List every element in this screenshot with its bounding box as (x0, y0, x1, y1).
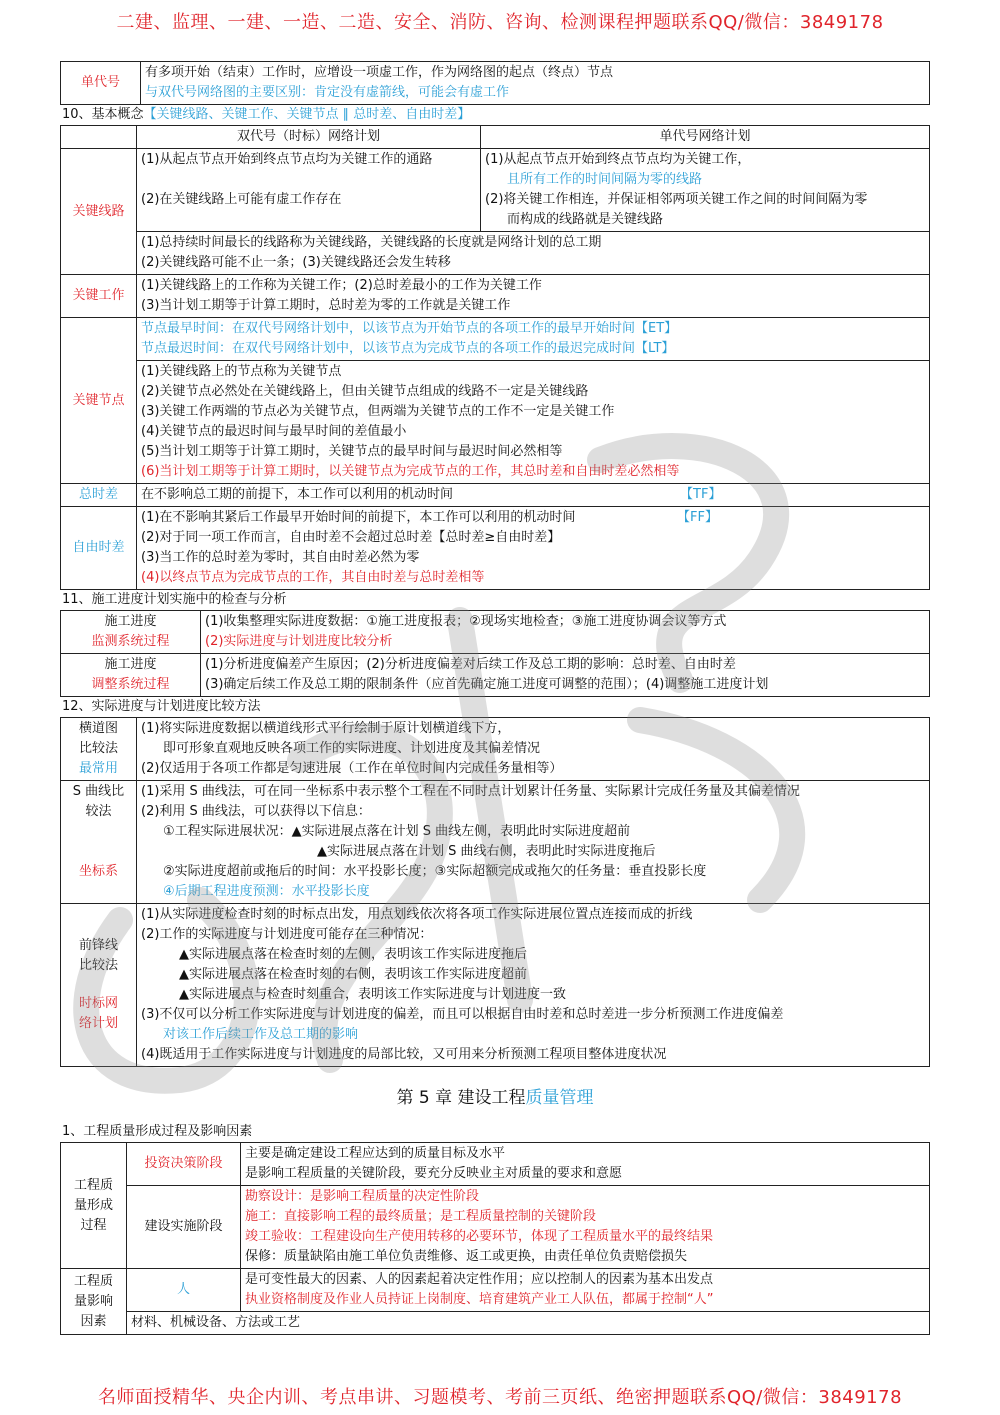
factor-label (61, 1269, 127, 1335)
frontline-line-8: (4)既适用于工作实际进度与计划进度的局部比较，又可用来分析预测工程项目整体进度状况 (141, 1047, 667, 1062)
single-code-label: 单代号 (61, 62, 141, 105)
frontline-line-3: ▲实际进展点落在检查时刻的左侧，表明该工作实际进度拖后 (179, 947, 527, 962)
section-10-title-text: 10、基本概念 (62, 107, 144, 122)
scurve-label-2: 较法 (85, 804, 112, 819)
frontline-line-2: (2)工作的实际进度与计划进度可能存在三种情况： (141, 927, 433, 942)
key-node-line-5: (5)当计划工期等于计算工期时，关键节点的最早时间与最迟时间必然相等 (141, 444, 563, 459)
key-route-single-1: (1)从起点节点开始到终点节点均为关键工作， (485, 152, 751, 167)
invest-stage-label: 投资决策阶段 (127, 1143, 241, 1186)
section-12-title: 12、实际进度与计划进度比较方法 (62, 699, 261, 714)
person-factor-label: 人 (127, 1269, 241, 1312)
key-node-line-4: (4)关键节点的最迟时间与最早时间的差值最小 (141, 424, 407, 439)
scurve-line-6: ④后期工程进度预测：水平投影长度 (163, 884, 370, 899)
frontline-content (137, 904, 930, 1067)
key-route-double-1: (1)从起点节点开始到终点节点均为关键工作的通路 (141, 152, 433, 167)
scurve-label-1: S 曲线比 (72, 784, 125, 799)
person-line-2: 执业资格制度及作业人员持证上岗制度、培育建筑产业工人队伍，都属于控制“人” (245, 1292, 714, 1307)
adjust-label-2: 调整系统过程 (91, 677, 170, 692)
total-float-tag: 【TF】 (680, 487, 722, 502)
key-route-common (137, 232, 930, 275)
factor-label-3: 因素 (80, 1313, 107, 1329)
free-float-content (137, 507, 930, 590)
key-route-common-2: (2)关键线路可能不止一条；(3)关键线路还会发生转移 (141, 255, 451, 270)
key-route-label: 关键线路 (61, 149, 137, 275)
key-node-properties (137, 361, 930, 484)
key-route-single (481, 149, 930, 232)
frontline-label (61, 904, 137, 1067)
comparison-methods-table (60, 717, 930, 1067)
header-double-code: 双代号（时标）网络计划 (137, 126, 481, 149)
frontline-line-7: 对该工作后续工作及总工期的影响 (163, 1027, 359, 1042)
frontline-label-1: 前锋线 (78, 938, 118, 953)
monitor-content (201, 611, 930, 654)
invest-stage-content (241, 1143, 930, 1186)
key-work-label: 关键工作 (61, 275, 137, 318)
key-route-single-2: 且所有工作的时间间隔为零的线路 (507, 172, 703, 187)
build-line-2: 施工：直接影响工程的最终质量；是工程质量控制的关键阶段 (245, 1209, 597, 1224)
frontline-line-6: (3)不仅可以分析工作实际进度与计划进度的偏差，而且可以根据自由时差和总时差进一步分析预测工作进度偏差 (141, 1007, 784, 1022)
scurve-label-3: 坐标系 (78, 864, 118, 879)
key-node-def-1: 节点最早时间：在双代号网络计划中，以该节点为开始节点的各项工作的最早开始时间【ET】 (141, 321, 678, 336)
gantt-label-3: 最常用 (78, 761, 118, 776)
scurve-line-1: (1)采用 S 曲线法，可在同一坐标系中表示整个工程在不同时点计划累计任务量、实际累计完成任务量及其偏差情况 (141, 784, 800, 799)
gantt-line-3: (2)仅适用于各项工作都是匀速进展（工作在单位时间内完成任务量相等） (141, 761, 563, 776)
key-route-single-4: 而构成的线路就是关键线路 (507, 212, 664, 227)
gantt-content (137, 718, 930, 781)
free-float-line-2: (2)对于同一项工作而言，自由时差不会超过总时差【总时差≥自由时差】 (141, 530, 561, 545)
key-work-content (137, 275, 930, 318)
build-stage-content (241, 1186, 930, 1269)
key-node-line-6: (6)当计划工期等于计算工期时，以关键节点为完成节点的工作，其总时差和自由时差必然相等 (141, 464, 680, 479)
gantt-label (61, 718, 137, 781)
chapter-title-text: 第 5 章 建设工程 (396, 1088, 526, 1108)
adjust-line-1: (1)分析进度偏差产生原因；(2)分析进度偏差对后续工作及总工期的影响：总时差、自由时差 (205, 657, 736, 672)
total-float-text: 在不影响总工期的前提下，本工作可以利用的机动时间 (141, 487, 454, 502)
build-stage-label: 建设实施阶段 (127, 1186, 241, 1269)
frontline-label-3: 时标网 (78, 996, 118, 1011)
frontline-line-5: ▲实际进展点与检查时刻重合，表明该工作实际进度与计划进度一致 (179, 987, 566, 1002)
process-label (61, 1143, 127, 1269)
total-float-label: 总时差 (61, 484, 137, 507)
adjust-label-1: 施工进度 (104, 657, 157, 672)
process-label-3: 过程 (80, 1217, 107, 1233)
scurve-label (61, 781, 137, 904)
single-code-line-1: 有多项开始（结束）工作时，应增设一项虚工作，作为网络图的起点（终点）节点 (145, 65, 614, 80)
person-factor-content (241, 1269, 930, 1312)
invest-line-2: 是影响工程质量的关键阶段，要充分反映业主对质量的要求和意愿 (245, 1166, 623, 1181)
process-label-2: 量形成 (73, 1197, 113, 1213)
single-code-table (60, 61, 930, 105)
key-work-line-2: (3)当计划工期等于计算工期时，总时差为零的工作就是关键工作 (141, 298, 511, 313)
section-10-title-keywords: 【关键线路、关键工作、关键节点 ∥ 总时差、自由时差】 (143, 107, 471, 122)
free-float-tag: 【FF】 (677, 510, 718, 525)
build-line-4: 保修：质量缺陷由施工单位负责维修、返工或更换，由责任单位负责赔偿损失 (245, 1249, 688, 1264)
gantt-line-1: (1)将实际进度数据以横道线形式平行绘制于原计划横道线下方， (141, 721, 511, 736)
adjust-line-2: (3)确定后续工作及总工期的限制条件（应首先确定施工进度可调整的范围）；(4)调整施工进度计划 (205, 677, 769, 692)
free-float-line-4: (4)以终点节点为完成节点的工作，其自由时差与总时差相等 (141, 570, 485, 585)
free-float-line-1: (1)在不影响其紧后工作最早开始时间的前提下，本工作可以利用的机动时间 (141, 510, 576, 525)
adjust-label (61, 654, 201, 697)
scurve-content (137, 781, 930, 904)
person-line-1: 是可变性最大的因素、人的因素起着决定性作用；应以控制人的因素为基本出发点 (245, 1272, 714, 1287)
gantt-label-2: 比较法 (78, 741, 118, 756)
chapter-title (60, 1083, 930, 1108)
key-route-double-2: (2)在关键线路上可能有虚工作存在 (141, 192, 342, 207)
monitor-line-2: (2)实际进度与计划进度比较分析 (205, 634, 393, 649)
gantt-label-1: 横道图 (78, 721, 118, 736)
key-route-single-3: (2)将关键工作相连，并保证相邻两项关键工作之间的时间间隔为零 (485, 192, 868, 207)
monitor-line-1: (1)收集整理实际进度数据：①施工进度报表；②现场实地检查；③施工进度协调会议等方式 (205, 614, 727, 629)
factor-label-1: 工程质 (73, 1273, 113, 1289)
basic-concepts-table (60, 125, 930, 590)
monitor-label-2: 监测系统过程 (91, 634, 170, 649)
free-float-label: 自由时差 (61, 507, 137, 590)
gantt-line-2: 即可形象直观地反映各项工作的实际进度、计划进度及其偏差情况 (163, 741, 541, 756)
monitor-label-1: 施工进度 (104, 614, 157, 629)
process-label-1: 工程质 (73, 1177, 113, 1193)
inspection-table (60, 610, 930, 697)
section-11-title: 11、施工进度计划实施中的检查与分析 (62, 592, 287, 607)
key-route-double (137, 149, 481, 232)
key-node-definitions (137, 318, 930, 361)
invest-line-1: 主要是确定建设工程应达到的质量目标及水平 (245, 1146, 506, 1161)
factor-label-2: 量影响 (73, 1293, 113, 1309)
single-code-line-2: 与双代号网络图的主要区别：肯定没有虚箭线，可能会有虚工作 (145, 85, 510, 100)
frontline-label-4: 络计划 (78, 1016, 118, 1031)
key-work-line-1: (1)关键线路上的工作称为关键工作；(2)总时差最小的工作为关键工作 (141, 278, 542, 293)
frontline-label-2: 比较法 (78, 958, 118, 973)
section-1-title: 1、工程质量形成过程及影响因素 (62, 1124, 253, 1139)
quality-table (60, 1142, 930, 1335)
scurve-line-2: (2)利用 S 曲线法，可以获得以下信息： (141, 804, 371, 819)
header-blank (61, 126, 137, 149)
header-single-code: 单代号网络计划 (481, 126, 930, 149)
key-node-def-2: 节点最迟时间：在双代号网络计划中，以该节点为完成节点的各项工作的最迟完成时间【LT】 (141, 341, 675, 356)
build-line-3: 竣工验收：工程建设向生产使用转移的必要环节，体现了工程质量水平的最终结果 (245, 1229, 714, 1244)
top-contact-banner: 二建、监理、一建、一造、二造、安全、消防、咨询、检测课程押题联系QQ/微信：3849178 (116, 12, 884, 33)
other-factors: 材料、机械设备、方法或工艺 (127, 1312, 930, 1335)
document-body (60, 61, 930, 1335)
frontline-line-1: (1)从实际进度检查时刻的时标点出发，用点划线依次将各项工作实际进展位置点连接而成的折线 (141, 907, 693, 922)
key-route-common-1: (1)总持续时间最长的线路称为关键线路，关键线路的长度就是网络计划的总工期 (141, 235, 602, 250)
scurve-line-3: ①工程实际进展状况：▲实际进展点落在计划 S 曲线左侧，表明此时实际进度超前 (163, 824, 631, 839)
section-10-title (60, 105, 930, 125)
single-code-content (141, 62, 930, 105)
total-float-content (137, 484, 930, 507)
monitor-label (61, 611, 201, 654)
key-node-line-2: (2)关键节点必然处在关键线路上，但由关键节点组成的线路不一定是关键线路 (141, 384, 589, 399)
scurve-line-4: ▲实际进展点落在计划 S 曲线右侧，表明此时实际进度拖后 (317, 844, 656, 859)
frontline-line-4: ▲实际进展点落在检查时刻的右侧，表明该工作实际进度超前 (179, 967, 527, 982)
free-float-line-3: (3)当工作的总时差为零时，其自由时差必然为零 (141, 550, 420, 565)
adjust-content (201, 654, 930, 697)
key-node-line-3: (3)关键工作两端的节点必为关键节点，但两端为关键节点的工作不一定是关键工作 (141, 404, 615, 419)
key-node-line-1: (1)关键线路上的节点称为关键节点 (141, 364, 342, 379)
scurve-line-5: ②实际进度超前或拖后的时间：水平投影长度；③实际超额完成或拖欠的任务量：垂直投影长度 (163, 864, 707, 879)
key-node-label: 关键节点 (61, 318, 137, 484)
chapter-title-highlight: 质量管理 (525, 1088, 594, 1108)
build-line-1: 勘察设计：是影响工程质量的决定性阶段 (245, 1189, 480, 1204)
bottom-contact-banner: 名师面授精华、央企内训、考点串讲、习题模考、考前三页纸、绝密押题联系QQ/微信：3849178 (97, 1387, 903, 1408)
